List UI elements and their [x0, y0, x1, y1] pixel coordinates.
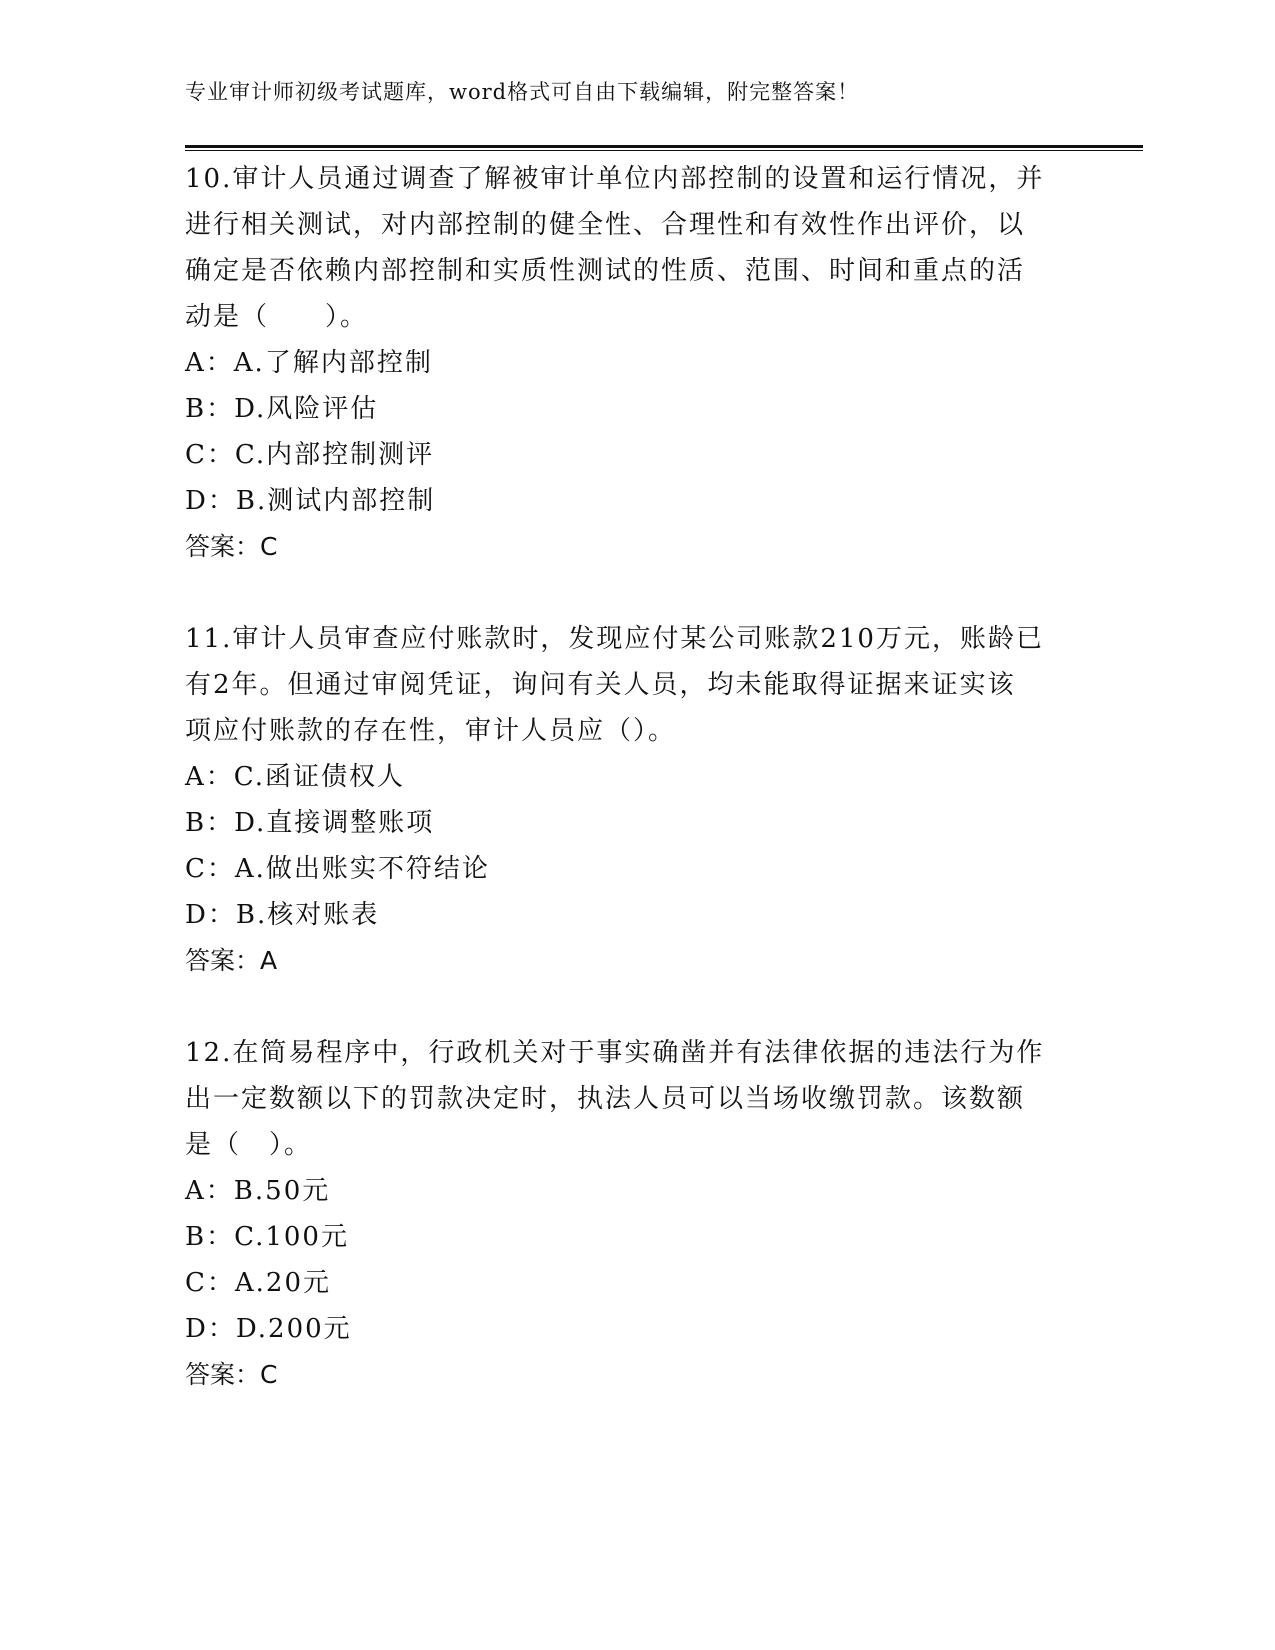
header-divider	[185, 145, 1143, 151]
option-c: C：C.内部控制测评	[185, 440, 435, 470]
question-stem	[185, 1030, 1085, 1168]
option-d: D：B.核对账表	[185, 900, 380, 930]
option-b: B：D.风险评估	[185, 394, 379, 424]
answer: 答案：A	[185, 946, 278, 975]
option-c: C：A.做出账实不符结论	[185, 854, 490, 884]
option-a: A：A.了解内部控制	[185, 348, 433, 378]
option-b: B：C.100元	[185, 1222, 349, 1252]
stem-line: 11.审计人员审查应付账款时，发现应付某公司账款210万元，账龄已	[185, 624, 1044, 654]
question-list	[185, 156, 1085, 1398]
stem-line: 项应付账款的存在性，审计人员应（）。	[185, 716, 677, 746]
question-10	[185, 156, 1085, 570]
stem-line: 进行相关测试，对内部控制的健全性、合理性和有效性作出评价，以	[185, 210, 1026, 240]
stem-line: 确定是否依赖内部控制和实质性测试的性质、范围、时间和重点的活	[185, 256, 1026, 286]
question-stem	[185, 616, 1085, 754]
page-header: 专业审计师初级考试题库，word格式可自由下载编辑，附完整答案！	[185, 80, 860, 104]
option-a: A：B.50元	[185, 1176, 331, 1206]
stem-line: 12.在简易程序中，行政机关对于事实确凿并有法律依据的违法行为作	[185, 1038, 1045, 1068]
option-c: C：A.20元	[185, 1268, 332, 1298]
question-12	[185, 1030, 1085, 1398]
stem-line: 动是（ ）。	[185, 302, 369, 332]
option-b: B：D.直接调整账项	[185, 808, 435, 838]
stem-line: 出一定数额以下的罚款决定时，执法人员可以当场收缴罚款。该数额	[185, 1084, 1026, 1114]
stem-line: 10.审计人员通过调查了解被审计单位内部控制的设置和运行情况，并	[185, 164, 1045, 194]
option-a: A：C.函证债权人	[185, 762, 406, 792]
option-d: D：D.200元	[185, 1314, 352, 1344]
question-stem	[185, 156, 1085, 340]
option-d: D：B.测试内部控制	[185, 486, 436, 516]
answer: 答案：C	[185, 1360, 278, 1389]
answer: 答案：C	[185, 532, 278, 561]
question-11	[185, 616, 1085, 984]
stem-line: 是（ ）。	[185, 1130, 313, 1160]
stem-line: 有2年。但通过审阅凭证，询问有关人员，均未能取得证据来证实该	[185, 670, 1016, 700]
